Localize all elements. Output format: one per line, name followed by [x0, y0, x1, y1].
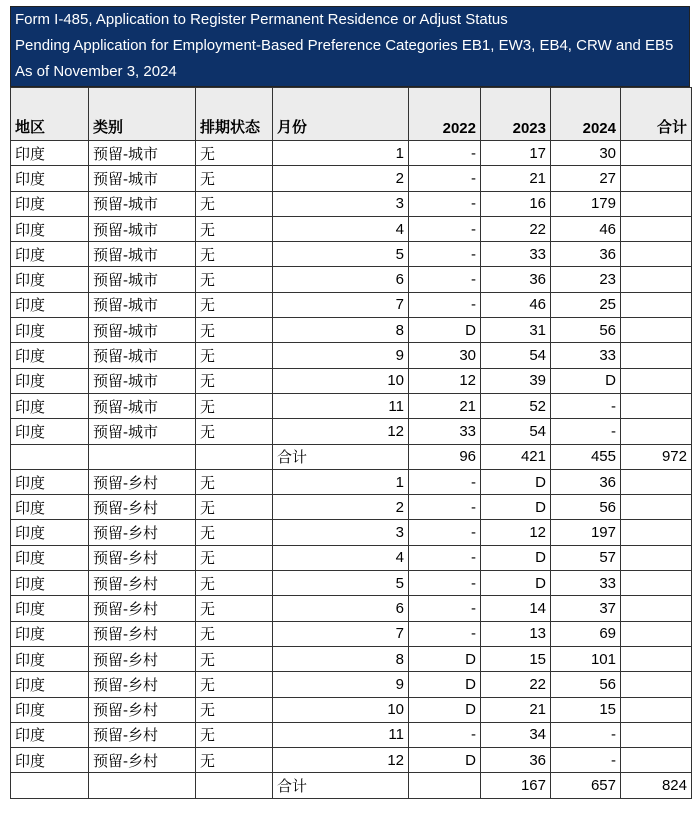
cell-month: 1 — [273, 469, 409, 494]
subtotal-row — [11, 444, 692, 469]
table-row — [11, 393, 692, 418]
cell-month: 1 — [273, 141, 409, 166]
cell-y2023: 15 — [481, 646, 551, 671]
cell-queue-status: 无 — [196, 318, 273, 343]
cell-category: 预留-城市 — [89, 292, 196, 317]
cell-category: 预留-乡村 — [89, 495, 196, 520]
cell-y2023: 21 — [481, 697, 551, 722]
cell-y2024: 197 — [551, 520, 621, 545]
cell-category: 预留-乡村 — [89, 596, 196, 621]
cell-y2023: 421 — [481, 444, 551, 469]
cell-month: 10 — [273, 368, 409, 393]
cell-y2023: 13 — [481, 621, 551, 646]
cell-category: 预留-城市 — [89, 166, 196, 191]
cell-total — [621, 267, 692, 292]
cell-region: 印度 — [11, 292, 89, 317]
cell-y2022: - — [409, 571, 481, 596]
cell-total — [621, 191, 692, 216]
cell-category — [89, 444, 196, 469]
cell-month: 8 — [273, 318, 409, 343]
cell-category — [89, 773, 196, 798]
cell-month: 11 — [273, 722, 409, 747]
cell-total — [621, 722, 692, 747]
cell-region: 印度 — [11, 748, 89, 773]
cell-total: 824 — [621, 773, 692, 798]
cell-total — [621, 748, 692, 773]
cell-y2022: D — [409, 748, 481, 773]
table-row — [11, 419, 692, 444]
cell-y2023: 33 — [481, 242, 551, 267]
cell-category: 预留-乡村 — [89, 646, 196, 671]
cell-y2023: 167 — [481, 773, 551, 798]
cell-region: 印度 — [11, 495, 89, 520]
cell-y2022: 33 — [409, 419, 481, 444]
cell-category: 预留-乡村 — [89, 545, 196, 570]
cell-queue-status: 无 — [196, 292, 273, 317]
cell-region: 印度 — [11, 166, 89, 191]
cell-region: 印度 — [11, 393, 89, 418]
cell-y2022: D — [409, 318, 481, 343]
cell-month: 3 — [273, 191, 409, 216]
header-total: 合计 — [621, 88, 692, 141]
cell-region: 印度 — [11, 672, 89, 697]
cell-y2024: 23 — [551, 267, 621, 292]
cell-y2023: 16 — [481, 191, 551, 216]
cell-queue-status: 无 — [196, 748, 273, 773]
cell-y2022: 21 — [409, 393, 481, 418]
cell-month: 5 — [273, 242, 409, 267]
cell-queue-status: 无 — [196, 191, 273, 216]
cell-y2022: - — [409, 242, 481, 267]
cell-queue-status — [196, 773, 273, 798]
cell-category: 预留-城市 — [89, 318, 196, 343]
cell-region: 印度 — [11, 571, 89, 596]
cell-y2024: 455 — [551, 444, 621, 469]
cell-category: 预留-城市 — [89, 267, 196, 292]
header-y2022: 2022 — [409, 88, 481, 141]
cell-y2022: D — [409, 672, 481, 697]
cell-total — [621, 469, 692, 494]
cell-y2022: - — [409, 722, 481, 747]
cell-category: 预留-城市 — [89, 368, 196, 393]
cell-y2024: 33 — [551, 343, 621, 368]
cell-y2024: 56 — [551, 672, 621, 697]
cell-total — [621, 621, 692, 646]
cell-y2023: 22 — [481, 672, 551, 697]
cell-queue-status: 无 — [196, 469, 273, 494]
title-band — [10, 6, 690, 87]
cell-y2024: 25 — [551, 292, 621, 317]
cell-region — [11, 773, 89, 798]
cell-month: 9 — [273, 672, 409, 697]
table-row — [11, 646, 692, 671]
cell-y2022 — [409, 773, 481, 798]
cell-total — [621, 545, 692, 570]
cell-total — [621, 141, 692, 166]
table-row — [11, 520, 692, 545]
cell-category: 预留-乡村 — [89, 520, 196, 545]
cell-y2022: - — [409, 545, 481, 570]
cell-y2022: D — [409, 697, 481, 722]
cell-y2023: 54 — [481, 419, 551, 444]
cell-category: 预留-乡村 — [89, 748, 196, 773]
table-row — [11, 267, 692, 292]
cell-queue-status: 无 — [196, 621, 273, 646]
cell-queue-status: 无 — [196, 419, 273, 444]
cell-y2022: 96 — [409, 444, 481, 469]
pending-applications-table — [10, 87, 692, 799]
table-row — [11, 697, 692, 722]
header-category: 类别 — [89, 88, 196, 141]
cell-category: 预留-城市 — [89, 141, 196, 166]
cell-y2024: - — [551, 722, 621, 747]
cell-category: 预留-乡村 — [89, 697, 196, 722]
cell-total — [621, 318, 692, 343]
cell-month: 12 — [273, 748, 409, 773]
cell-region: 印度 — [11, 368, 89, 393]
cell-y2024: 56 — [551, 318, 621, 343]
cell-y2023: 34 — [481, 722, 551, 747]
cell-y2023: D — [481, 469, 551, 494]
table-row — [11, 242, 692, 267]
cell-month: 合计 — [273, 444, 409, 469]
header-row — [11, 88, 692, 141]
cell-queue-status: 无 — [196, 646, 273, 671]
cell-total — [621, 646, 692, 671]
cell-y2023: 36 — [481, 748, 551, 773]
cell-region — [11, 444, 89, 469]
table-row — [11, 469, 692, 494]
cell-total — [621, 571, 692, 596]
cell-region: 印度 — [11, 646, 89, 671]
cell-y2024: 179 — [551, 191, 621, 216]
cell-month: 9 — [273, 343, 409, 368]
cell-region: 印度 — [11, 318, 89, 343]
cell-y2024: 36 — [551, 469, 621, 494]
cell-queue-status: 无 — [196, 166, 273, 191]
cell-total — [621, 242, 692, 267]
cell-month: 4 — [273, 545, 409, 570]
cell-region: 印度 — [11, 191, 89, 216]
cell-region: 印度 — [11, 267, 89, 292]
cell-y2022: - — [409, 166, 481, 191]
cell-y2024: - — [551, 393, 621, 418]
cell-total — [621, 419, 692, 444]
cell-queue-status — [196, 444, 273, 469]
header-queue-status: 排期状态 — [196, 88, 273, 141]
table-row — [11, 495, 692, 520]
table-row — [11, 141, 692, 166]
cell-total — [621, 292, 692, 317]
cell-region: 印度 — [11, 469, 89, 494]
cell-total — [621, 166, 692, 191]
cell-queue-status: 无 — [196, 495, 273, 520]
cell-region: 印度 — [11, 242, 89, 267]
cell-y2024: 56 — [551, 495, 621, 520]
cell-y2024: 27 — [551, 166, 621, 191]
cell-y2023: 39 — [481, 368, 551, 393]
cell-month: 7 — [273, 292, 409, 317]
cell-region: 印度 — [11, 520, 89, 545]
cell-month: 2 — [273, 495, 409, 520]
cell-y2024: 36 — [551, 242, 621, 267]
header-y2024: 2024 — [551, 88, 621, 141]
table-row — [11, 318, 692, 343]
cell-category: 预留-乡村 — [89, 621, 196, 646]
cell-queue-status: 无 — [196, 596, 273, 621]
header-month: 月份 — [273, 88, 409, 141]
cell-queue-status: 无 — [196, 343, 273, 368]
cell-region: 印度 — [11, 419, 89, 444]
cell-y2024: 657 — [551, 773, 621, 798]
cell-y2024: 30 — [551, 141, 621, 166]
as-of-date: As of November 3, 2024 — [15, 63, 177, 80]
cell-y2022: - — [409, 191, 481, 216]
cell-queue-status: 无 — [196, 697, 273, 722]
header-region: 地区 — [11, 88, 89, 141]
cell-total — [621, 495, 692, 520]
cell-month: 6 — [273, 267, 409, 292]
cell-month: 8 — [273, 646, 409, 671]
cell-y2024: D — [551, 368, 621, 393]
cell-category: 预留-城市 — [89, 419, 196, 444]
table-row — [11, 216, 692, 241]
cell-region: 印度 — [11, 216, 89, 241]
cell-y2023: 17 — [481, 141, 551, 166]
cell-y2022: - — [409, 141, 481, 166]
cell-y2023: D — [481, 495, 551, 520]
cell-y2023: 12 — [481, 520, 551, 545]
cell-month: 12 — [273, 419, 409, 444]
cell-y2022: - — [409, 216, 481, 241]
table-row — [11, 191, 692, 216]
cell-month: 7 — [273, 621, 409, 646]
cell-y2024: 15 — [551, 697, 621, 722]
cell-total — [621, 672, 692, 697]
table-row — [11, 368, 692, 393]
cell-queue-status: 无 — [196, 393, 273, 418]
cell-month: 5 — [273, 571, 409, 596]
cell-region: 印度 — [11, 621, 89, 646]
cell-category: 预留-乡村 — [89, 672, 196, 697]
subtotal-row — [11, 773, 692, 798]
cell-category: 预留-城市 — [89, 242, 196, 267]
table-row — [11, 672, 692, 697]
cell-y2023: D — [481, 545, 551, 570]
cell-total — [621, 216, 692, 241]
cell-y2023: 14 — [481, 596, 551, 621]
cell-region: 印度 — [11, 545, 89, 570]
cell-y2022: D — [409, 646, 481, 671]
cell-month: 合计 — [273, 773, 409, 798]
cell-queue-status: 无 — [196, 242, 273, 267]
cell-total — [621, 368, 692, 393]
cell-y2022: - — [409, 292, 481, 317]
table-row — [11, 292, 692, 317]
table-row — [11, 166, 692, 191]
form-title: Form I-485, Application to Register Permanent Residence or Adjust Status — [15, 11, 508, 28]
cell-y2024: - — [551, 419, 621, 444]
cell-region: 印度 — [11, 596, 89, 621]
cell-region: 印度 — [11, 722, 89, 747]
cell-queue-status: 无 — [196, 545, 273, 570]
cell-queue-status: 无 — [196, 141, 273, 166]
table-row — [11, 748, 692, 773]
cell-month: 3 — [273, 520, 409, 545]
cell-y2022: - — [409, 621, 481, 646]
cell-y2024: 33 — [551, 571, 621, 596]
cell-y2023: 22 — [481, 216, 551, 241]
cell-y2024: 46 — [551, 216, 621, 241]
table-row — [11, 571, 692, 596]
cell-category: 预留-乡村 — [89, 469, 196, 494]
cell-category: 预留-城市 — [89, 393, 196, 418]
table-row — [11, 343, 692, 368]
cell-total — [621, 343, 692, 368]
cell-y2024: 37 — [551, 596, 621, 621]
cell-queue-status: 无 — [196, 672, 273, 697]
cell-region: 印度 — [11, 141, 89, 166]
cell-region: 印度 — [11, 697, 89, 722]
cell-y2023: 46 — [481, 292, 551, 317]
cell-y2022: 30 — [409, 343, 481, 368]
cell-y2024: 69 — [551, 621, 621, 646]
cell-y2022: 12 — [409, 368, 481, 393]
cell-y2023: 36 — [481, 267, 551, 292]
cell-category: 预留-乡村 — [89, 571, 196, 596]
cell-month: 2 — [273, 166, 409, 191]
cell-month: 10 — [273, 697, 409, 722]
header-y2023: 2023 — [481, 88, 551, 141]
cell-y2022: - — [409, 495, 481, 520]
cell-y2023: 31 — [481, 318, 551, 343]
cell-y2024: - — [551, 748, 621, 773]
cell-y2024: 101 — [551, 646, 621, 671]
cell-queue-status: 无 — [196, 571, 273, 596]
cell-y2022: - — [409, 469, 481, 494]
cell-queue-status: 无 — [196, 216, 273, 241]
cell-y2023: 52 — [481, 393, 551, 418]
cell-y2024: 57 — [551, 545, 621, 570]
cell-total: 972 — [621, 444, 692, 469]
cell-category: 预留-乡村 — [89, 722, 196, 747]
table-row — [11, 722, 692, 747]
cell-month: 4 — [273, 216, 409, 241]
cell-total — [621, 393, 692, 418]
cell-queue-status: 无 — [196, 520, 273, 545]
cell-y2022: - — [409, 267, 481, 292]
cell-queue-status: 无 — [196, 722, 273, 747]
cell-y2022: - — [409, 596, 481, 621]
cell-month: 6 — [273, 596, 409, 621]
cell-region: 印度 — [11, 343, 89, 368]
table-row — [11, 545, 692, 570]
cell-total — [621, 596, 692, 621]
cell-total — [621, 697, 692, 722]
cell-month: 11 — [273, 393, 409, 418]
table-row — [11, 621, 692, 646]
table-row — [11, 596, 692, 621]
cell-y2023: 21 — [481, 166, 551, 191]
cell-total — [621, 520, 692, 545]
cell-y2022: - — [409, 520, 481, 545]
cell-queue-status: 无 — [196, 368, 273, 393]
form-subtitle: Pending Application for Employment-Based Preference Categories EB1, EW3, EB4, CRW and EB5 — [15, 37, 674, 54]
cell-category: 预留-城市 — [89, 191, 196, 216]
cell-category: 预留-城市 — [89, 216, 196, 241]
cell-category: 预留-城市 — [89, 343, 196, 368]
cell-y2023: 54 — [481, 343, 551, 368]
cell-queue-status: 无 — [196, 267, 273, 292]
cell-y2023: D — [481, 571, 551, 596]
